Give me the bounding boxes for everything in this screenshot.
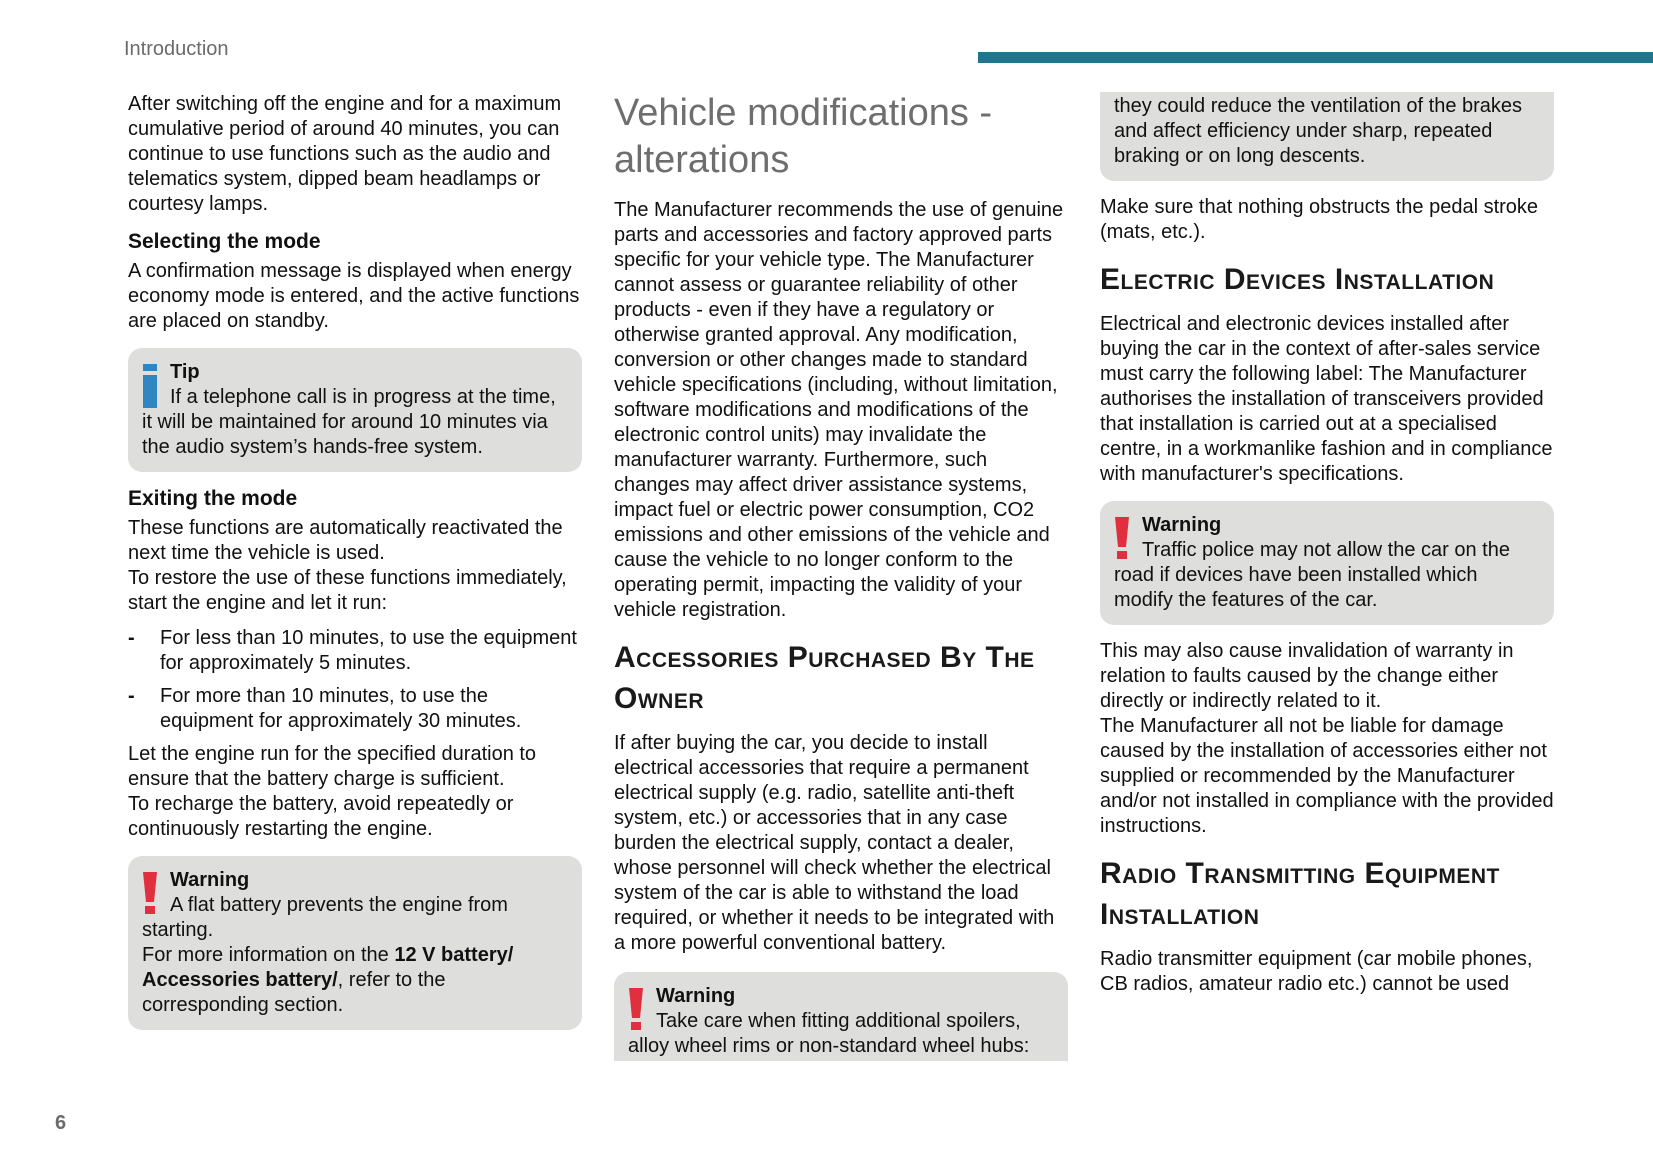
after-list-text-2: To recharge the battery, avoid repeatedly or continuously restarting the engine. bbox=[128, 793, 514, 840]
list-item bbox=[128, 684, 582, 734]
dash-bullet: - bbox=[128, 685, 135, 707]
accessories-text: If after buying the car, you decide to install electrical accessories that require a permanent electrical supply (e.g. radio, satellite anti-theft system, etc.) or accessories that in any case burden the electrical supply, contact a dealer, whose personnel will check whether the electrical system of the car is able to withstand the load required, or whether it needs to be integrated with a more powerful conventional battery. bbox=[614, 732, 1055, 954]
spoilers-warning-continued-box bbox=[1100, 92, 1554, 181]
warranty-text-1: This may also cause invalidation of warranty in relation to faults caused by the change either directly or indirectly related to it. bbox=[1100, 640, 1514, 712]
spoilers-warning-box bbox=[614, 972, 1068, 1061]
warning-text-1-content: A flat battery prevents the engine from starting. bbox=[142, 894, 508, 941]
warning-title: Warning bbox=[656, 985, 736, 1007]
exiting-text-1: These functions are automatically reactivated the next time the vehicle is used. bbox=[128, 517, 563, 564]
list-item-text: For less than 10 minutes, to use the equipment for approximately 5 minutes. bbox=[160, 627, 577, 674]
warning-exclamation-icon bbox=[627, 988, 649, 1032]
warranty-text-2: The Manufacturer all not be liable for damage caused by the installation of accessories either not supplied or recommended by the Manufacturer and/or not installed in compliance with the provided instructions. bbox=[1100, 715, 1554, 837]
radio-transmitting-heading: Radio Transmitting Equipment Installation bbox=[1100, 857, 1500, 931]
section-header: Introduction bbox=[124, 38, 229, 60]
warning-exclamation-icon bbox=[1113, 517, 1135, 561]
tip-box bbox=[128, 348, 582, 472]
warning-exclamation-icon bbox=[141, 872, 163, 916]
header-accent-bar bbox=[978, 52, 1653, 63]
tip-text bbox=[142, 385, 568, 460]
accessories-heading: Accessories Purchased By The Owner bbox=[614, 641, 1035, 715]
warning-text-2-pre: For more information on the bbox=[142, 944, 395, 966]
info-icon bbox=[141, 364, 163, 408]
warning-text-2 bbox=[142, 943, 568, 1018]
battery-reference: 12 V battery/ Accessories battery/ bbox=[142, 944, 514, 991]
duration-list bbox=[128, 626, 582, 734]
radio-transmitting-text: Radio transmitter equipment (car mobile phones, CB radios, amateur radio etc.) cannot be used bbox=[1100, 948, 1533, 995]
column-3 bbox=[1100, 92, 1554, 997]
vehicle-modifications-body: The Manufacturer recommends the use of genuine parts and accessories and factory approved parts specific for your vehicle type. The Manufacturer cannot assess or guarantee reliability of other products - even if they have a regulatory or otherwise granted approval. Any modification, conversion or other changes made to standard vehicle specifications (including, without limitation, software modifications and modifications of the electronic control units) may invalidate the manufacturer warranty. Furthermore, such changes may affect driver assistance systems, impact fuel or electric power consumption, CO2 emissions and other emissions of the vehicle and cause the vehicle to no longer conform to the operating permit, impacting the validity of your vehicle registration. bbox=[614, 199, 1064, 621]
battery-warning-box bbox=[128, 856, 582, 1030]
after-list-text-1: Let the engine run for the specified duration to ensure that the battery charge is sufficient. bbox=[128, 743, 537, 790]
column-2 bbox=[614, 90, 1068, 1075]
warning-continued-text: they could reduce the ventilation of the brakes and affect efficiency under sharp, repeated braking or on long descents. bbox=[1114, 95, 1523, 167]
electric-devices-heading: Electric Devices Installation bbox=[1100, 263, 1495, 296]
page-number: 6 bbox=[55, 1112, 67, 1134]
dash-bullet: - bbox=[128, 627, 135, 649]
traffic-police-warning-box bbox=[1100, 501, 1554, 625]
list-item bbox=[128, 626, 582, 676]
pedal-text: Make sure that nothing obstructs the pedal stroke (mats, etc.). bbox=[1100, 196, 1539, 243]
warning-title: Warning bbox=[1142, 514, 1222, 536]
exiting-text-2: To restore the use of these functions immediately, start the engine and let it run: bbox=[128, 567, 567, 614]
selecting-mode-heading: Selecting the mode bbox=[128, 230, 321, 253]
column-1 bbox=[128, 92, 582, 1044]
vehicle-modifications-title: Vehicle modifications - alterations bbox=[614, 92, 993, 181]
warning-text-content: Traffic police may not allow the car on the road if devices have been installed which modify the features of the car. bbox=[1114, 539, 1510, 611]
selecting-mode-text: A confirmation message is displayed when energy economy mode is entered, and the active functions are placed on standby. bbox=[128, 260, 580, 332]
warning-text bbox=[1114, 538, 1540, 613]
warning-title: Warning bbox=[170, 869, 250, 891]
warning-text-2-post: , refer to the corresponding section. bbox=[142, 969, 446, 1016]
warning-text-1 bbox=[142, 893, 568, 943]
electric-devices-text: Electrical and electronic devices installed after buying the car in the context of after-sales service must carry the following label: The Manufacturer authorises the installation of transceivers provided that installation is carried out at a specialised centre, in a workmanlike fashion and in compliance with manufacturer's specifications. bbox=[1100, 313, 1553, 485]
tip-text-content: If a telephone call is in progress at the time, it will be maintained for around 10 minutes via the audio system’s hands-free system. bbox=[142, 386, 556, 458]
intro-paragraph: After switching off the engine and for a maximum cumulative period of around 40 minutes, you can continue to use functions such as the audio and telematics system, dipped beam headlamps or courtesy lamps. bbox=[128, 93, 562, 215]
list-item-text: For more than 10 minutes, to use the equipment for approximately 30 minutes. bbox=[160, 685, 522, 732]
tip-title: Tip bbox=[170, 361, 200, 383]
exiting-mode-heading: Exiting the mode bbox=[128, 487, 298, 510]
warning-text-content: Take care when fitting additional spoilers, alloy wheel rims or non-standard wheel hubs: bbox=[628, 1010, 1030, 1057]
warning-text bbox=[628, 1009, 1054, 1059]
